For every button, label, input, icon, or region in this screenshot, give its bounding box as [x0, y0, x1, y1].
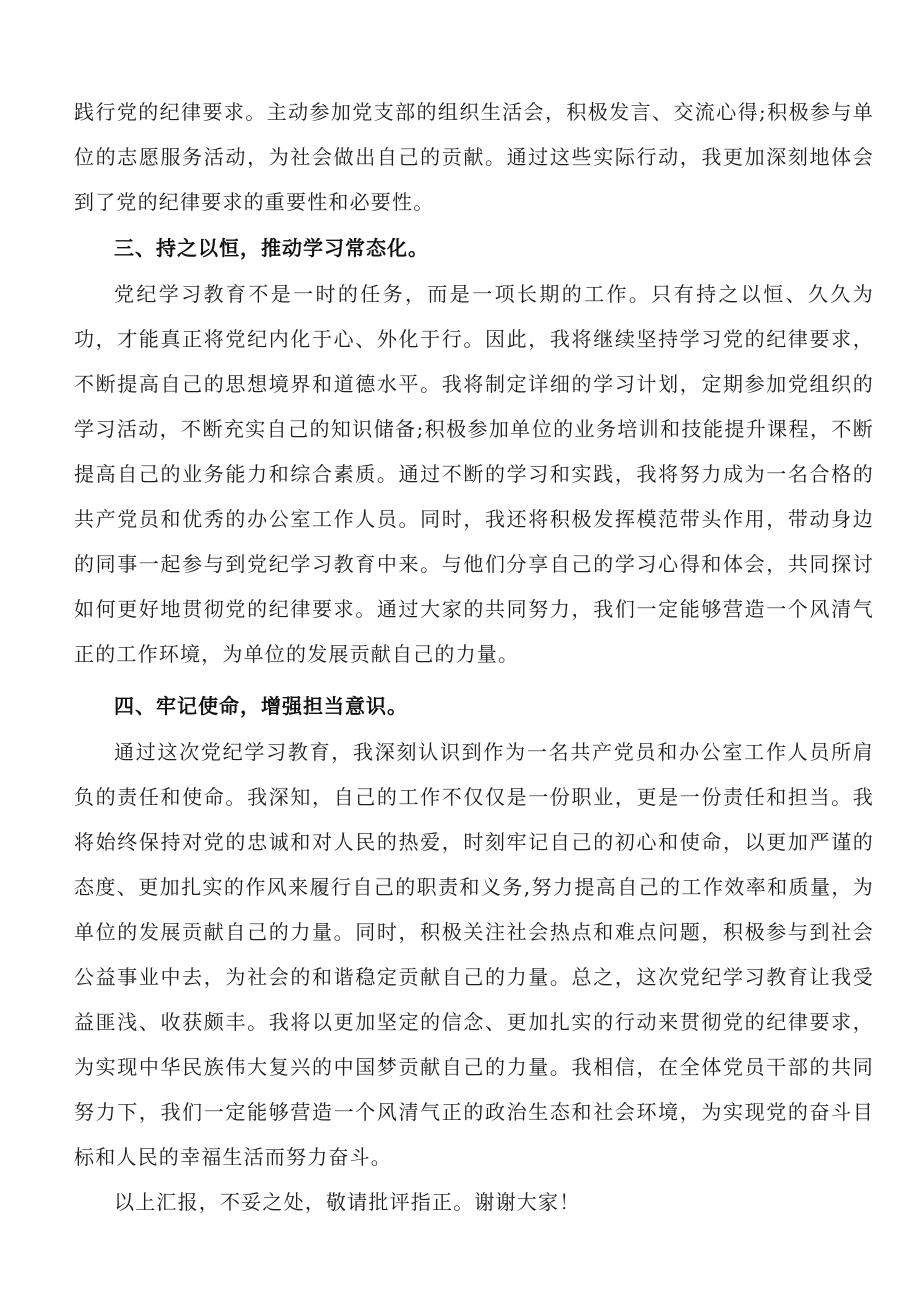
closing-paragraph: 以上汇报，不妥之处，敬请批评指正。谢谢大家！: [114, 1190, 581, 1214]
paragraph-continued: 践行党的纪律要求。主动参加党支部的组织生活会，积极发言、交流心得;积极参与单位的志愿服务活动，为社会做出自己的贡献。通过这些实际行动，我更加深刻地体会到了党的纪律要求的重要性和必要性。: [74, 100, 874, 214]
section-3-body: 党纪学习教育不是一时的任务，而是一项长期的工作。只有持之以恒、久久为功，才能真正将党纪内化于心、外化于行。因此，我将继续坚持学习党的纪律要求，不断提高自己的思想境界和道德水平。我将制定详细的学习计划，定期参加党组织的学习活动，不断充实自己的知识储备;积极参加单位的业务培训和技能提升课程，不断提高自己的业务能力和综合素质。通过不断的学习和实践，我将努力成为一名合格的共产党员和优秀的办公室工作人员。同时，我还将积极发挥模范带头作用，带动身边的同事一起参与到党纪学习教育中来。与他们分享自己的学习心得和体会，共同探讨如何更好地贯彻党的纪律要求。通过大家的共同努力，我们一定能够营造一个风清气正的工作环境，为单位的发展贡献自己的力量。: [74, 282, 874, 666]
section-3-heading: 三、持之以恒，推动学习常态化。: [114, 236, 429, 260]
section-4-body: 通过这次党纪学习教育，我深刻认识到作为一名共产党员和办公室工作人员所肩负的责任和使命。我深知，自己的工作不仅仅是一份职业，更是一份责任和担当。我将始终保持对党的忠诚和对人民的热爱，时刻牢记自己的初心和使命，以更加严谨的态度、更加扎实的作风来履行自己的职责和义务,努力提高自己的工作效率和质量，为单位的发展贡献自己的力量。同时，积极关注社会热点和难点问题，积极参与到社会公益事业中去，为社会的和谐稳定贡献自己的力量。总之，这次党纪学习教育让我受益匪浅、收获颇丰。我将以更加坚定的信念、更加扎实的行动来贯彻党的纪律要求，为实现中华民族伟大复兴的中国梦贡献自己的力量。我相信，在全体党员干部的共同努力下，我们一定能够营造一个风清气正的政治生态和社会环境，为实现党的奋斗目标和人民的幸福生活而努力奋斗。: [74, 740, 874, 1169]
section-4-heading: 四、牢记使命，增强担当意识。: [114, 694, 408, 718]
document-body: [74, 90, 874, 1225]
